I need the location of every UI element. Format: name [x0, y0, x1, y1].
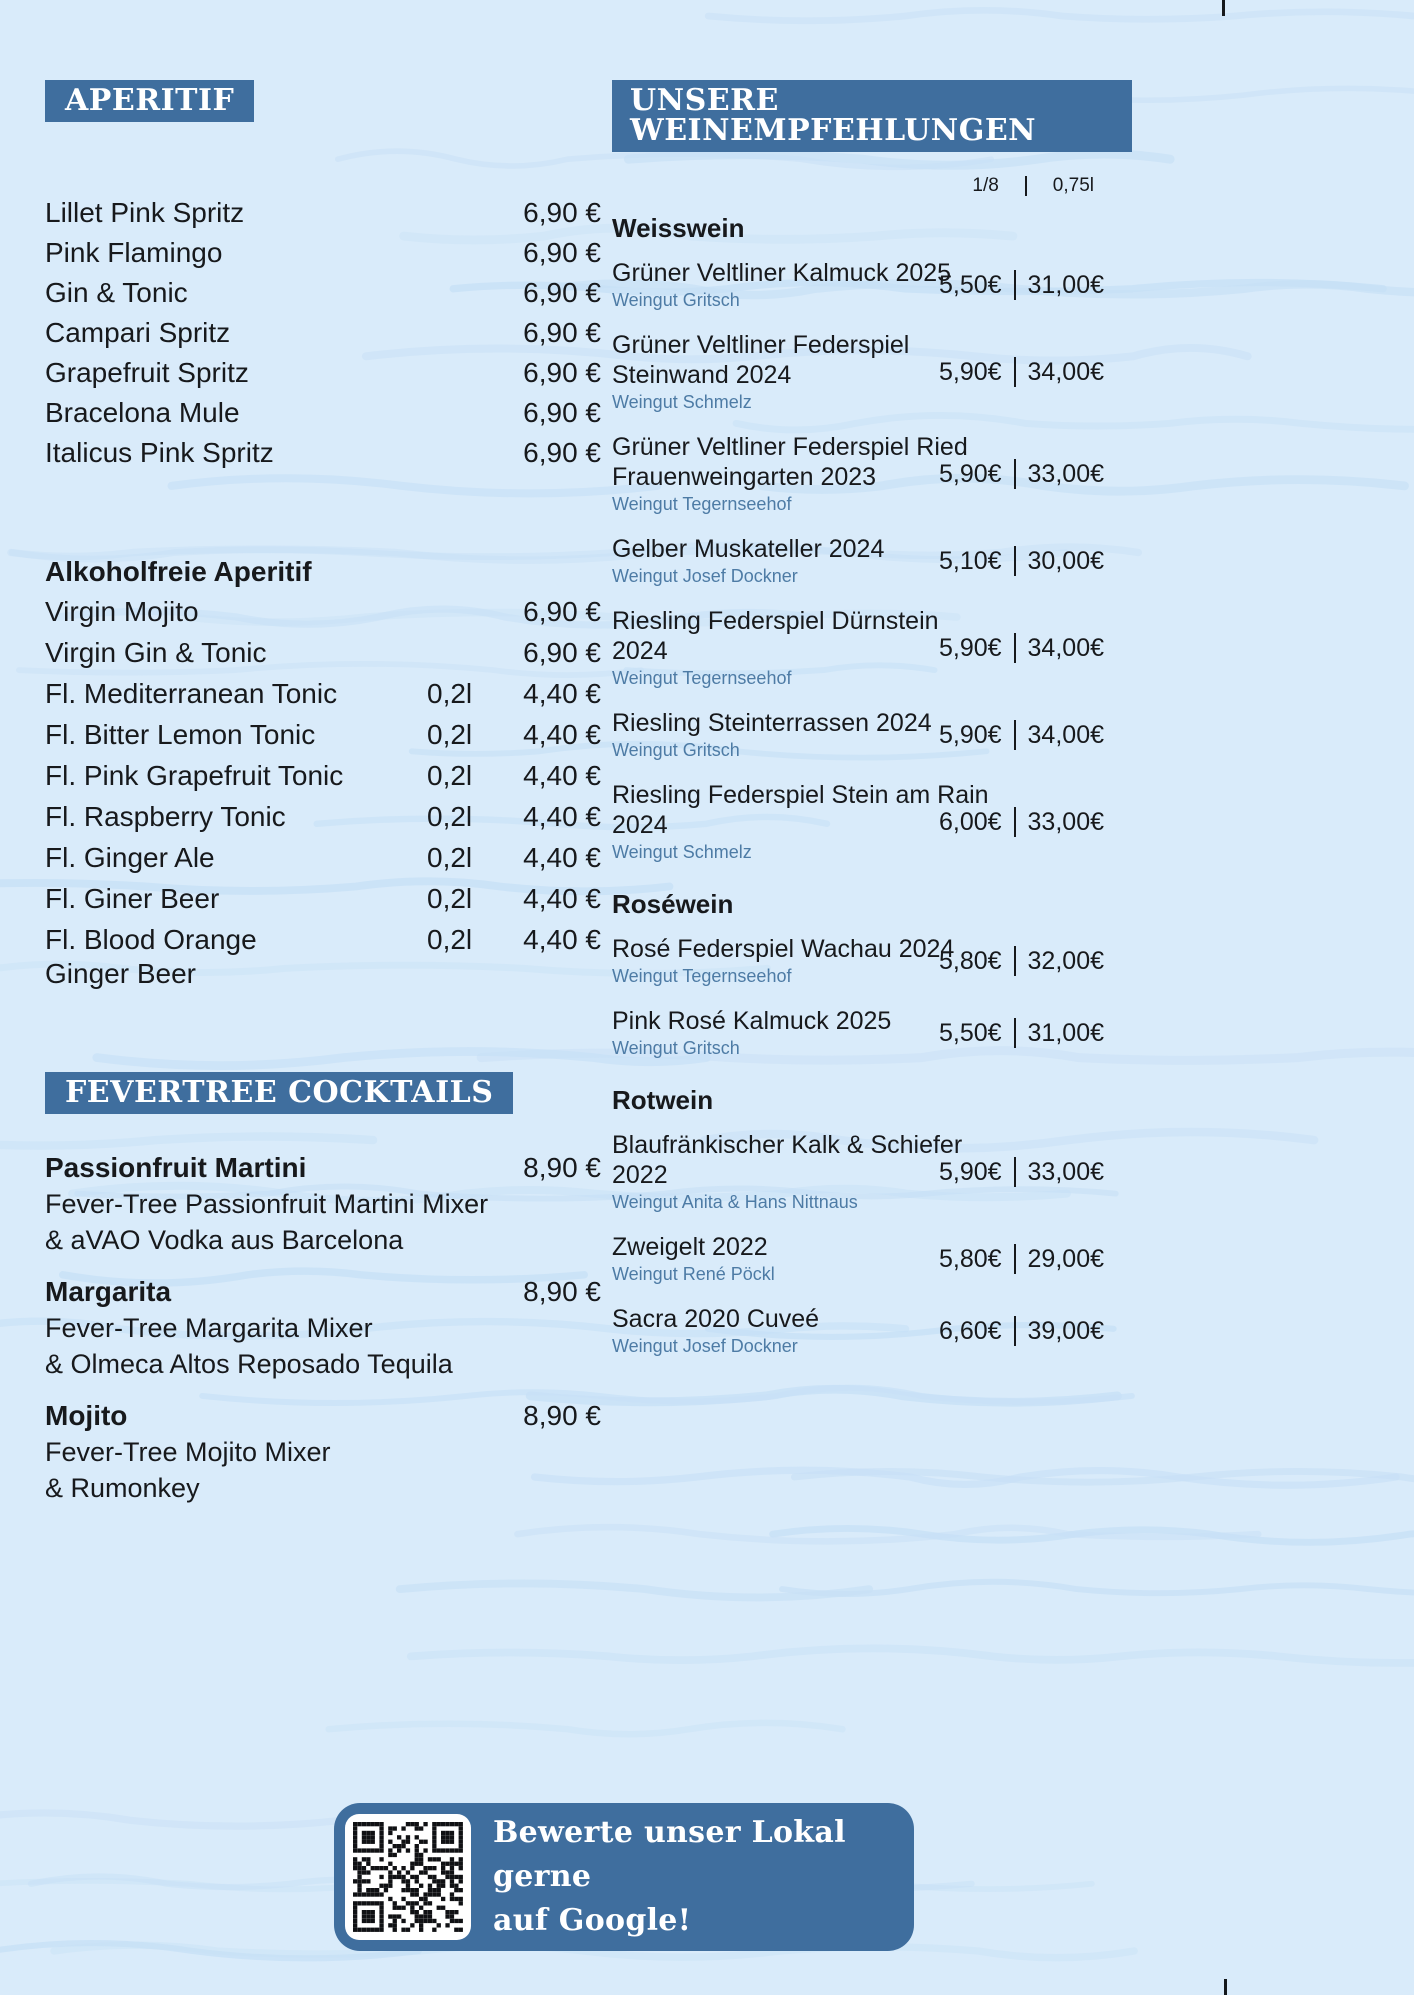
price-small: 5,90€: [938, 633, 1002, 662]
wine-prices: [939, 1244, 1104, 1274]
fevertree-header: [45, 1072, 513, 1114]
size-divider: [1025, 176, 1027, 196]
menu-item-row: [45, 677, 601, 711]
wine-prices: [939, 1018, 1104, 1048]
item-price: 4,40 €: [523, 883, 601, 914]
wine-prices: [939, 720, 1104, 750]
price-small: 5,90€: [938, 459, 1002, 488]
left-column: [45, 80, 601, 1522]
price-divider: [1014, 1244, 1016, 1274]
winery-name: Weingut Tegernseehof: [612, 668, 792, 688]
right-column: [612, 80, 1132, 1376]
item-price: 4,40 €: [523, 760, 601, 791]
item-name: Italicus Pink Spritz: [45, 437, 274, 468]
cocktail-description: Fever-Tree Margarita Mixer: [45, 1313, 373, 1343]
price-large: 30,00€: [1027, 546, 1104, 575]
wine-entry: [612, 1232, 1132, 1286]
item-price: 6,90 €: [523, 637, 601, 668]
item-size: 0,2l: [427, 760, 473, 791]
item-price: 4,40 €: [523, 842, 601, 873]
menu-item-row: [45, 718, 601, 752]
price-small: 5,10€: [938, 546, 1002, 575]
cocktail-description: & aVAO Vodka aus Barcelona: [45, 1225, 404, 1255]
crop-mark-bottom: [1224, 1979, 1227, 1995]
winery-name: Weingut Josef Dockner: [612, 1336, 798, 1356]
item-name: Gin & Tonic: [45, 277, 188, 308]
wine-name: Gelber Muskateller 2024: [612, 535, 885, 563]
winery-name: Weingut Gritsch: [612, 1038, 740, 1058]
price-large: 34,00€: [1027, 633, 1104, 662]
price-small: 5,90€: [938, 357, 1002, 386]
item-size: 0,2l: [427, 883, 473, 914]
wine-prices: [939, 270, 1104, 300]
cocktail-entry: [45, 1150, 601, 1258]
item-name: Fl. Raspberry Tonic: [45, 801, 286, 832]
winery-name: Weingut Gritsch: [612, 290, 740, 310]
wine-prices: [939, 1157, 1104, 1187]
wine-name: Grüner Veltliner Kalmuck 2025: [612, 259, 952, 287]
price-divider: [1014, 546, 1016, 576]
price-small: 5,90€: [938, 1157, 1002, 1186]
winery-name: Weingut Josef Dockner: [612, 566, 798, 586]
menu-item-row: [45, 196, 601, 229]
wine-sizes-row: [612, 174, 1132, 198]
wine-entry: [612, 534, 1132, 588]
item-size: 0,2l: [427, 842, 473, 873]
price-large: 34,00€: [1027, 720, 1104, 749]
winery-name: Weingut René Pöckl: [612, 1264, 775, 1284]
winery-name: Weingut Anita & Hans Nittnaus: [612, 1192, 858, 1212]
price-divider: [1014, 633, 1016, 663]
item-price: 6,90 €: [523, 197, 601, 228]
winery-name: Weingut Gritsch: [612, 740, 740, 760]
wine-entry: [612, 606, 1132, 690]
review-text: Bewerte unser Lokal gerne auf Google!: [493, 1815, 846, 1938]
item-name: Virgin Gin & Tonic: [45, 637, 267, 668]
price-large: 33,00€: [1027, 459, 1104, 488]
wine-name: Rosé Federspiel Wachau 2024: [612, 935, 955, 963]
price-large: 33,00€: [1027, 807, 1104, 836]
menu-item-row: [45, 276, 601, 309]
cocktail-description: Fever-Tree Mojito Mixer: [45, 1437, 331, 1467]
wine-prices: [939, 633, 1104, 663]
item-price: 6,90 €: [523, 357, 601, 388]
item-price: 6,90 €: [523, 397, 601, 428]
price-large: 33,00€: [1027, 1157, 1104, 1186]
price-large: 29,00€: [1027, 1244, 1104, 1273]
cocktail-price: 8,90 €: [523, 1276, 601, 1307]
item-size: 0,2l: [427, 924, 473, 955]
menu-item-row: [45, 759, 601, 793]
price-large: 39,00€: [1027, 1316, 1104, 1345]
wine-entry: [612, 934, 1132, 988]
price-small: 6,00€: [938, 807, 1002, 836]
wine-entry: [612, 432, 1132, 516]
item-size: 0,2l: [427, 678, 473, 709]
price-divider: [1014, 946, 1016, 976]
wine-entry: [612, 780, 1132, 864]
item-price: 6,90 €: [523, 596, 601, 627]
wine-name: Riesling Federspiel Dürnstein 2024: [612, 607, 939, 665]
item-price: 4,40 €: [523, 801, 601, 832]
item-price: 6,90 €: [523, 437, 601, 468]
winery-name: Weingut Schmelz: [612, 842, 752, 862]
cocktails-list: [45, 1150, 601, 1506]
wine-prices: [939, 1316, 1104, 1346]
price-large: 31,00€: [1027, 270, 1104, 299]
item-price: 6,90 €: [523, 237, 601, 268]
item-price: 4,40 €: [523, 719, 601, 750]
menu-item-row: [45, 636, 601, 670]
item-name: Lillet Pink Spritz: [45, 197, 245, 228]
item-name: Bracelona Mule: [45, 397, 240, 428]
wine-entry: [612, 708, 1132, 762]
size-small-label: 1/8: [972, 175, 999, 196]
wine-entry: [612, 330, 1132, 414]
wine-section-heading: Roséwein: [612, 889, 734, 919]
price-small: 5,50€: [938, 270, 1002, 299]
item-name: Fl. Pink Grapefruit Tonic: [45, 760, 344, 791]
price-large: 34,00€: [1027, 357, 1104, 386]
wine-title: UNSERE WEINEMPFEHLUNGEN: [630, 83, 1037, 148]
cocktail-entry: [45, 1274, 601, 1382]
item-price: 4,40 €: [523, 924, 601, 955]
aperitif-title: APERITIF: [65, 83, 235, 118]
aperitif-list: [45, 196, 601, 469]
item-name: Fl. Ginger Ale: [45, 842, 215, 873]
menu-item-row: [45, 396, 601, 429]
alkoholfrei-list: [45, 595, 601, 991]
cocktail-price: 8,90 €: [523, 1400, 601, 1431]
wine-name: Pink Rosé Kalmuck 2025: [612, 1007, 892, 1035]
menu-item-row: [45, 236, 601, 269]
cocktail-description: & Olmeca Altos Reposado Tequila: [45, 1349, 453, 1379]
cocktail-entry: [45, 1398, 601, 1506]
item-price: 6,90 €: [523, 277, 601, 308]
wine-prices: [939, 459, 1104, 489]
cocktail-description: Fever-Tree Passionfruit Martini Mixer: [45, 1189, 489, 1219]
price-divider: [1014, 270, 1016, 300]
price-large: 31,00€: [1027, 1018, 1104, 1047]
size-large-label: 0,75l: [1052, 175, 1094, 196]
item-name: Fl. Giner Beer: [45, 883, 220, 914]
wine-prices: [939, 357, 1104, 387]
menu-item-row: [45, 841, 601, 875]
price-large: 32,00€: [1027, 946, 1104, 975]
price-divider: [1014, 720, 1016, 750]
price-divider: [1014, 357, 1016, 387]
item-size: 0,2l: [427, 719, 473, 750]
crop-mark-top: [1222, 0, 1225, 16]
menu-item-row: [45, 356, 601, 389]
wine-prices: [939, 546, 1104, 576]
menu-item-row: [45, 436, 601, 469]
winery-name: Weingut Tegernseehof: [612, 494, 792, 514]
qr-code: [345, 1814, 471, 1940]
price-small: 5,90€: [938, 720, 1002, 749]
aperitif-header: [45, 80, 254, 122]
item-name: Pink Flamingo: [45, 237, 223, 268]
item-name: Fl. Blood Orange Ginger Beer: [45, 924, 257, 989]
price-divider: [1014, 459, 1016, 489]
price-small: 5,80€: [938, 1244, 1002, 1273]
item-name: Campari Spritz: [45, 317, 231, 348]
wine-name: Riesling Steinterrassen 2024: [612, 709, 932, 737]
menu-item-row: [45, 882, 601, 916]
wine-name: Zweigelt 2022: [612, 1233, 768, 1261]
price-small: 6,60€: [938, 1316, 1002, 1345]
wine-header: [612, 80, 1132, 152]
price-small: 5,50€: [938, 1018, 1002, 1047]
menu-item-row: [45, 800, 601, 834]
wine-section-heading: Weisswein: [612, 213, 745, 243]
winery-name: Weingut Schmelz: [612, 392, 752, 412]
wine-name: Riesling Federspiel Stein am Rain 2024: [612, 781, 989, 839]
wine-prices: [939, 807, 1104, 837]
cocktail-name: Margarita: [45, 1276, 172, 1307]
google-review-banner: [334, 1803, 914, 1951]
wine-name: Blaufränkischer Kalk & Schiefer 2022: [612, 1131, 963, 1189]
wine-section-heading: Rotwein: [612, 1085, 714, 1115]
wine-entry: [612, 1006, 1132, 1060]
menu-item-row: [45, 595, 601, 629]
item-name: Grapefruit Spritz: [45, 357, 249, 388]
cocktail-name: Mojito: [45, 1400, 128, 1431]
alkoholfrei-heading: Alkoholfreie Aperitif: [45, 556, 312, 587]
menu-item-row: [45, 316, 601, 349]
price-divider: [1014, 1316, 1016, 1346]
item-size: 0,2l: [427, 801, 473, 832]
item-name: Fl. Bitter Lemon Tonic: [45, 719, 316, 750]
item-name: Virgin Mojito: [45, 596, 199, 627]
wine-prices: [939, 946, 1104, 976]
page-edge: [0, 1995, 1414, 2000]
cocktail-price: 8,90 €: [523, 1152, 601, 1183]
wine-entry: [612, 1304, 1132, 1358]
price-divider: [1014, 1018, 1016, 1048]
wine-entry: [612, 1130, 1132, 1214]
wine-name: Sacra 2020 Cuveé: [612, 1305, 820, 1333]
item-price: 4,40 €: [523, 678, 601, 709]
cocktail-description: & Rumonkey: [45, 1473, 200, 1503]
qr-code-image: [353, 1822, 463, 1932]
price-small: 5,80€: [938, 946, 1002, 975]
winery-name: Weingut Tegernseehof: [612, 966, 792, 986]
cocktail-name: Passionfruit Martini: [45, 1152, 307, 1183]
wine-name: Grüner Veltliner Federspiel Ried Frauenweingarten 2023: [612, 433, 968, 491]
price-divider: [1014, 807, 1016, 837]
wine-entry: [612, 258, 1132, 312]
menu-item-row: [45, 923, 601, 991]
price-divider: [1014, 1157, 1016, 1187]
item-name: Fl. Mediterranean Tonic: [45, 678, 338, 709]
wine-name: Grüner Veltliner Federspiel Steinwand 2024: [612, 331, 910, 389]
item-price: 6,90 €: [523, 317, 601, 348]
fevertree-title: FEVERTREE COCKTAILS: [65, 1075, 494, 1110]
